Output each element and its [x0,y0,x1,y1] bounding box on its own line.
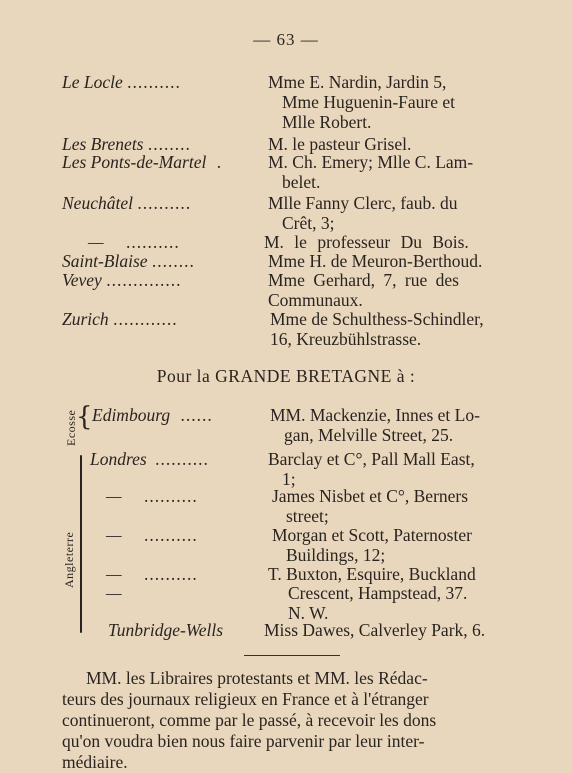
address-line: Mme Huguenin-Faure et [282,92,456,112]
address-line: Miss Dawes, Calverley Park, 6. [264,620,486,640]
leader-dots: ...... [180,405,213,425]
leader-dots: .......... [137,193,192,213]
paragraph-line: qu'on voudra bien nous faire parvenir par leur inter- [62,731,425,751]
address-line: MM. Mackenzie, Innes et Lo- [270,405,480,425]
address-line: Mme de Schulthess-Schindler, [270,309,484,329]
address-line: belet. [282,172,321,192]
address-line: Morgan et Scott, Paternoster [272,525,472,545]
paragraph-line: teurs des journaux religieux en France et à l'étranger [62,689,429,709]
address-line: Crescent, Hampstead, 37. [288,583,468,603]
side-label-scotland: Ecosse [64,409,78,446]
address-line: M. le professeur Du Bois. [264,232,469,252]
side-label-england: Angleterre [62,531,76,588]
location-name: — [88,232,104,252]
leader-dots: .......... [155,449,209,469]
leader-dots: ............ [113,309,178,329]
paragraph-line: MM. les Libraires protestants et MM. les Rédac- [86,668,428,688]
address-line: 1; [282,469,296,489]
location-name: Vevey [62,270,102,290]
paragraph-line: continueront, comme par le passé, à recevoir les dons [62,710,437,730]
location-name: Les Brenets [62,134,144,154]
address-line: gan, Melville Street, 25. [284,425,454,445]
brace-icon: { [76,402,93,432]
closing-paragraph [62,668,530,773]
location-name: Londres [90,449,147,469]
address-line: Mme E. Nardin, Jardin 5, [268,72,447,92]
location-name: Les Ponts-de-Martel [62,152,207,172]
address-line: Mlle Fanny Clerc, faub. du [268,193,458,213]
address-line: James Nisbet et C°, Berners [272,486,469,506]
leader-dots: ........ [151,251,195,271]
address-line: 16, Kreuzbühlstrasse. [270,329,422,349]
location-name: Zurich [62,309,109,329]
location-name: — [106,525,122,545]
brace-bar [80,455,82,633]
separator-rule [244,655,340,656]
address-line: T. Buxton, Esquire, Buckland [268,564,476,584]
address-line: M. Ch. Emery; Mlle C. Lam- [268,152,474,172]
location-name: Tunbridge-Wells [108,620,224,640]
leader-dots: .......... [143,564,198,584]
location-name: Edimbourg [92,405,171,425]
leader-dots: .............. [106,270,182,290]
leader-dots: .......... [143,486,198,506]
leader-dots: .......... [143,525,198,545]
address-line: N. W. [288,603,329,623]
paragraph-line: médiaire. [62,752,128,772]
location-name: — [106,486,122,506]
address-line: Crêt, 3; [282,213,335,233]
address-line: Mme Gerhard, 7, rue des [268,270,459,290]
address-line: Barclay et C°, Pall Mall East, [268,449,475,469]
leader-dots: .......... [125,232,180,252]
address-line: Mlle Robert. [282,112,372,132]
location-name: Le Locle [62,72,123,92]
address-line: M. le pasteur Grisel. [268,134,412,154]
address-line: Mme H. de Meuron-Berthoud. [268,251,483,271]
location-name: — [106,564,122,584]
address-line: street; [286,506,329,526]
location-name: — [106,583,122,603]
location-name: Neuchâtel [62,193,133,213]
section-title: Pour la GRANDE BRETAGNE à : [156,366,416,386]
page-number: — 63 — [253,30,319,49]
leader-dots: ........ [147,134,191,154]
location-name: Saint-Blaise [62,251,148,271]
leader-dots: . [216,152,223,172]
address-line: Communaux. [268,290,363,310]
leader-dots: .......... [127,72,181,92]
address-line: Buildings, 12; [286,545,386,565]
